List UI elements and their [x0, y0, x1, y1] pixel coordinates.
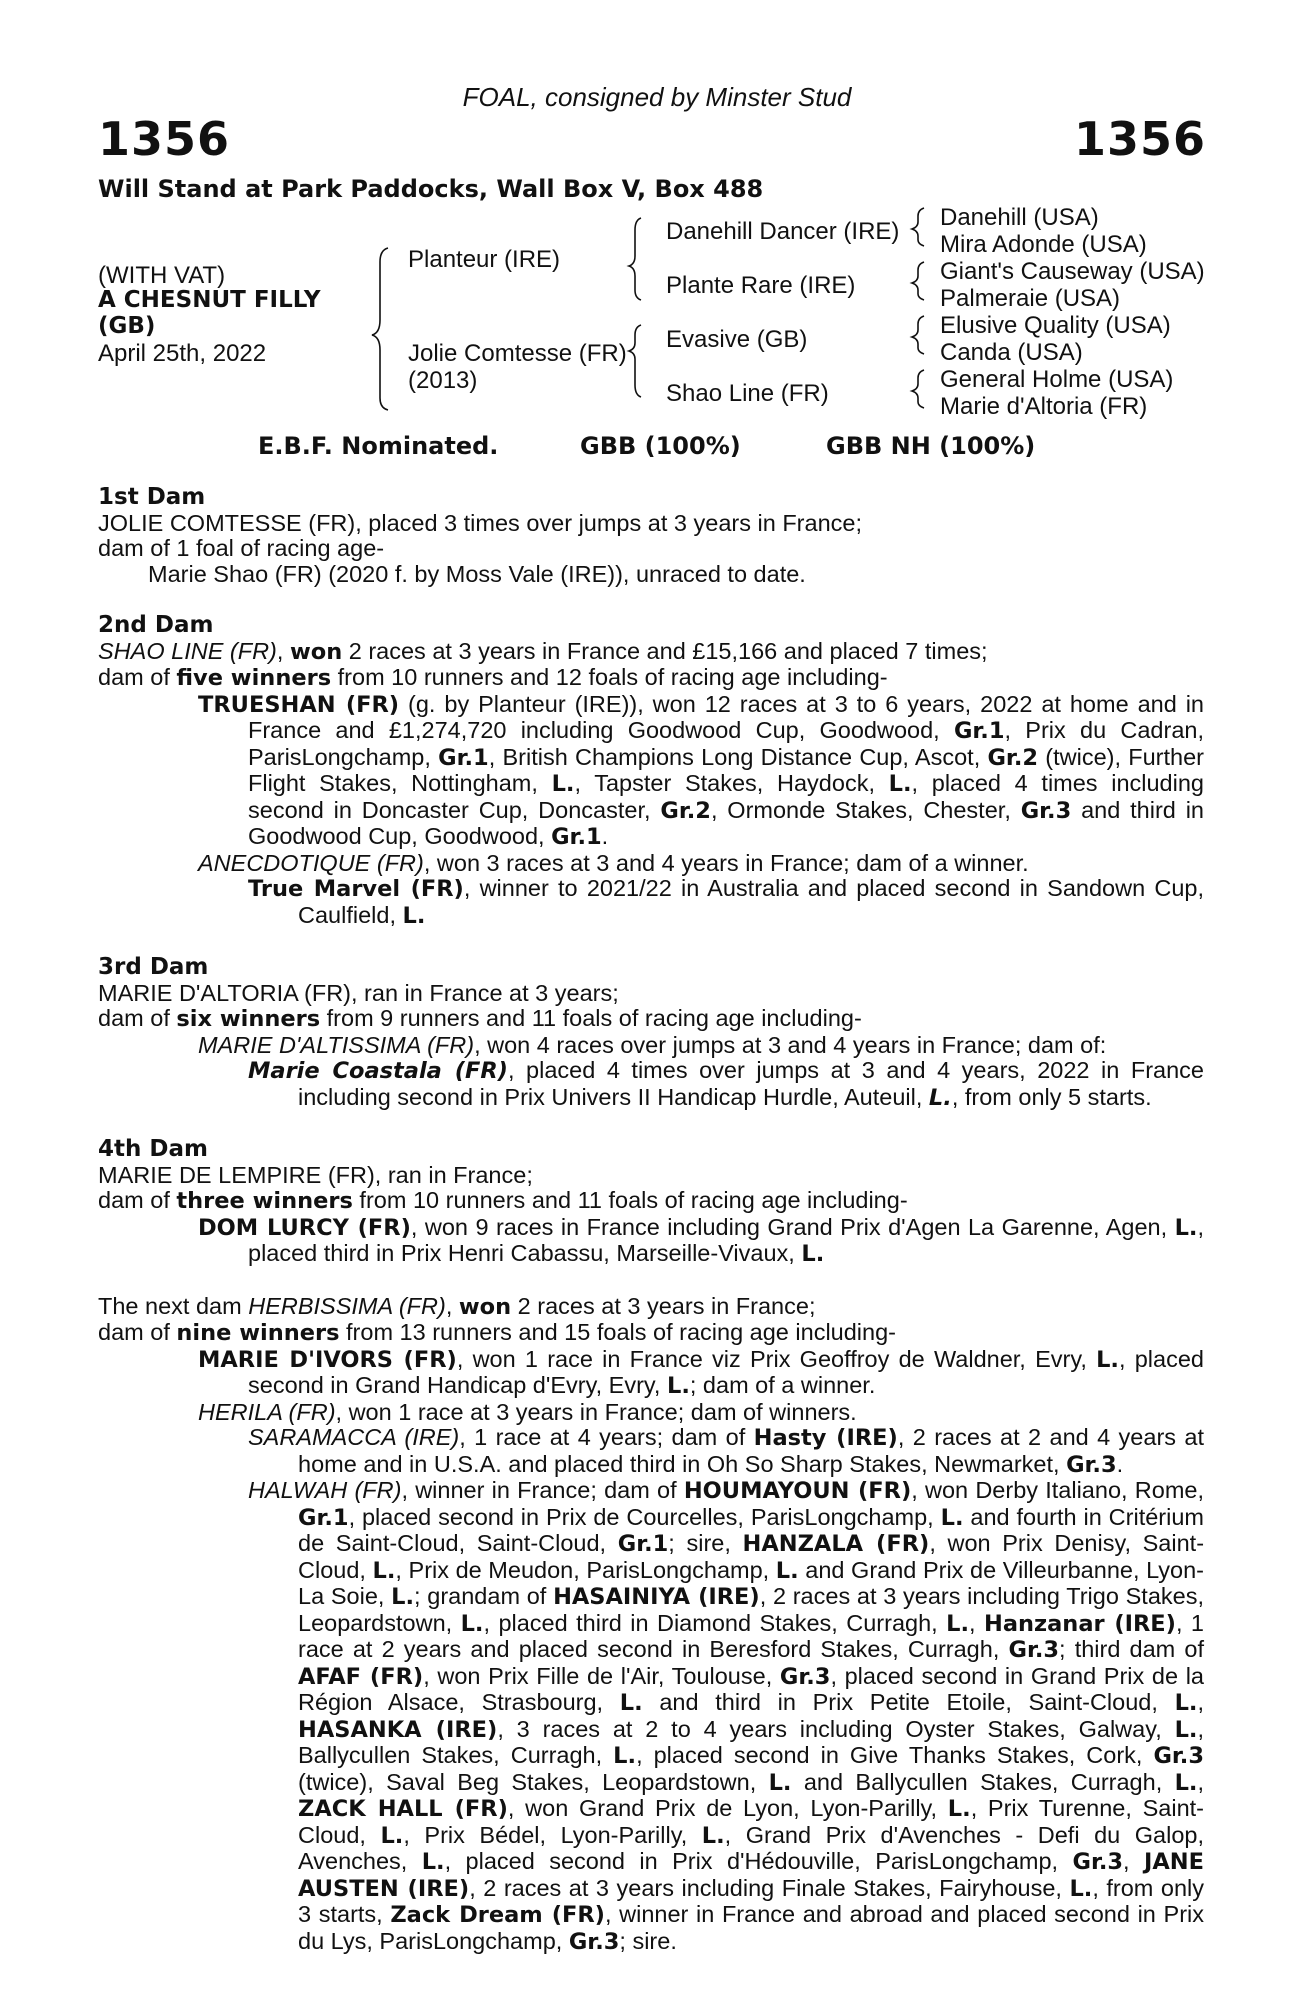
second-dam-heading: 2nd Dam	[98, 612, 214, 638]
sire-dam: Plante Rare (IRE)	[666, 272, 856, 299]
gg-2: Mira Adonde (USA)	[940, 231, 1147, 258]
sire-sire: Danehill Dancer (IRE)	[666, 218, 900, 245]
produce-entry: Marie Coastala (FR), placed 4 times over jumps at 3 and 4 years, 2022 in France including second in Prix Univers II Handicap Hurdle, Auteuil, L., from only 5 starts.	[248, 1057, 1204, 1111]
produce-entry: DOM LURCY (FR), won 9 races in France including Grand Prix d'Agen La Garenne, Agen, L., placed third in Prix Henri Cabassu, Marseille-Vivaux, L.	[198, 1213, 1205, 1267]
gbb: GBB (100%)	[580, 432, 741, 460]
third-dam-line: MARIE D'ALTORIA (FR), ran in France at 3 years;	[98, 979, 619, 1006]
dam-sire: Evasive (GB)	[666, 326, 808, 353]
pedigree-braces	[0, 0, 1314, 420]
fourth-dam-line: MARIE DE LEMPIRE (FR), ran in France;	[98, 1161, 533, 1188]
gg-3: Giant's Causeway (USA)	[940, 258, 1205, 285]
produce-entry: HALWAH (FR), winner in France; dam of HOUMAYOUN (FR), won Derby Italiano, Rome, Gr.1, placed second in Prix de Courcelles, ParisLongchamp, L. and fourth in Critérium de Saint-Cloud, Saint-Cloud, Gr.1; sire, HANZALA (FR), won Prix Denisy, Saint-Cloud, L., Prix de Meudon, ParisLongchamp, L. and Grand Prix de Villeurbanne, Lyon-La Soie, L.; grandam of HASAINIYA (IRE), 2 races at 3 years including Trigo Stakes, Leopardstown, L., placed third in Diamond Stakes, Curragh, L., Hanzanar (IRE), 1 race at 2 years and placed second in Beresford Stakes, Curragh, Gr.3; third dam of AFAF (FR), won Prix Fille de l'Air, Toulouse, Gr.3, placed second in Grand Prix de la Région Alsace, Strasbourg, L. and third in Prix Petite Etoile, Saint-Cloud, L., HASANKA (IRE), 3 races at 2 to 4 years including Oyster Stakes, Galway, L., Ballycullen Stakes, Curragh, L., placed second in Give Thanks Stakes, Cork, Gr.3 (twice), Saval Beg Stakes, Leopardstown, L. and Ballycullen Stakes, Curragh, L., ZACK HALL (FR), won Grand Prix de Lyon, Lyon-Parilly, L., Prix Turenne, Saint-Cloud, L., Prix Bédel, Lyon-Parilly, L., Grand Prix d'Avenches - Defi du Galop, Avenches, L., placed second in Prix d'Hédouville, ParisLongchamp, Gr.3, JANE AUSTEN (IRE), 2 races at 3 years including Finale Stakes, Fairyhouse, L., from only 3 starts, Zack Dream (FR), winner in France and abroad and placed second in Prix du Lys, ParisLongchamp, Gr.3; sire.	[248, 1477, 1205, 1955]
vat-note: (WITH VAT)	[98, 262, 226, 289]
next-dam-section	[98, 1294, 1204, 1956]
dam-dam: Shao Line (FR)	[666, 380, 829, 407]
first-dam-line: JOLIE COMTESSE (FR), placed 3 times over jumps at 3 years in France;	[98, 509, 862, 536]
dam: Jolie Comtesse (FR)	[408, 340, 627, 367]
second-dam-line: dam of five winners from 10 runners and 12 foals of racing age including-	[98, 664, 888, 691]
fourth-dam-section	[98, 1137, 1204, 1268]
first-dam-line: dam of 1 foal of racing age-	[98, 535, 385, 561]
gg-5: Elusive Quality (USA)	[940, 312, 1171, 339]
produce-entry: True Marvel (FR), winner to 2021/22 in Australia and placed second in Sandown Cup, Caulfield, L.	[248, 875, 1204, 929]
next-dam-line: The next dam HERBISSIMA (FR), won 2 races at 3 years in France;	[98, 1292, 816, 1320]
lot-number-left: 1356	[98, 112, 231, 166]
produce-entry: MARIE D'ALTISSIMA (FR), won 4 races over jumps at 3 and 4 years in France; dam of:	[198, 1031, 1107, 1058]
first-dam-heading: 1st Dam	[98, 484, 206, 510]
ebf-nominated: E.B.F. Nominated.	[258, 432, 499, 460]
fourth-dam-line: dam of three winners from 10 runners and 11 foals of racing age including-	[98, 1187, 908, 1214]
gg-1: Danehill (USA)	[940, 204, 1099, 231]
third-dam-section	[98, 955, 1204, 1111]
first-dam-section	[98, 485, 1204, 587]
produce-entry: MARIE D'IVORS (FR), won 1 race in France viz Prix Geoffroy de Waldner, Evry, L., placed second in Grand Handicap d'Evry, Evry, L.; dam of a winner.	[198, 1345, 1204, 1399]
third-dam-heading: 3rd Dam	[98, 954, 209, 980]
first-dam-produce: Marie Shao (FR) (2020 f. by Moss Vale (IRE)), unraced to date.	[148, 560, 806, 587]
fourth-dam-heading: 4th Dam	[98, 1136, 208, 1162]
produce-entry: HERILA (FR), won 1 race at 3 years in France; dam of winners.	[198, 1398, 857, 1425]
gg-7: General Holme (USA)	[940, 366, 1174, 393]
gg-6: Canda (USA)	[940, 339, 1083, 366]
horse-name: A CHESNUT FILLY	[98, 287, 321, 313]
lot-number-right: 1356	[1073, 112, 1206, 166]
horse-origin: (GB)	[98, 313, 156, 339]
consigned-by: FOAL, consigned by Minster Stud	[462, 82, 852, 112]
gg-8: Marie d'Altoria (FR)	[940, 393, 1148, 420]
produce-entry: SARAMACCA (IRE), 1 race at 4 years; dam of Hasty (IRE), 2 races at 2 and 4 years at home and in U.S.A. and placed third in Oh So Sharp Stakes, Newmarket, Gr.3.	[248, 1424, 1205, 1478]
produce-entry: ANECDOTIQUE (FR), won 3 races at 3 and 4 years in France; dam of a winner.	[198, 849, 1029, 876]
produce-entry: TRUESHAN (FR) (g. by Planteur (IRE)), won 12 races at 3 to 6 years, 2022 at home and in France and £1,274,720 including Goodwood Cup, Goodwood, Gr.1, Prix du Cadran, ParisLongchamp, Gr.1, British Champions Long Distance Cup, Ascot, Gr.2 (twice), Further Flight Stakes, Nottingham, L., Tapster Stakes, Haydock, L., placed 4 times including second in Doncaster Cup, Doncaster, Gr.2, Ormonde Stakes, Chester, Gr.3 and third in Goodwood Cup, Goodwood, Gr.1.	[198, 690, 1204, 850]
second-dam-line: SHAO LINE (FR), won 2 races at 3 years in France and £15,166 and placed 7 times;	[98, 637, 988, 665]
sire: Planteur (IRE)	[408, 246, 561, 273]
catalogue-body	[98, 485, 1204, 1955]
next-dam-line: dam of nine winners from 13 runners and 15 foals of racing age including-	[98, 1319, 896, 1346]
gbb-nh: GBB NH (100%)	[826, 432, 1036, 460]
second-dam-section	[98, 613, 1204, 929]
third-dam-line: dam of six winners from 9 runners and 11 foals of racing age including-	[98, 1005, 862, 1032]
stand-location: Will Stand at Park Paddocks, Wall Box V, Box 488	[98, 175, 764, 203]
date-of-birth: April 25th, 2022	[98, 340, 267, 367]
gg-4: Palmeraie (USA)	[940, 285, 1121, 312]
dam-year: (2013)	[408, 367, 478, 394]
